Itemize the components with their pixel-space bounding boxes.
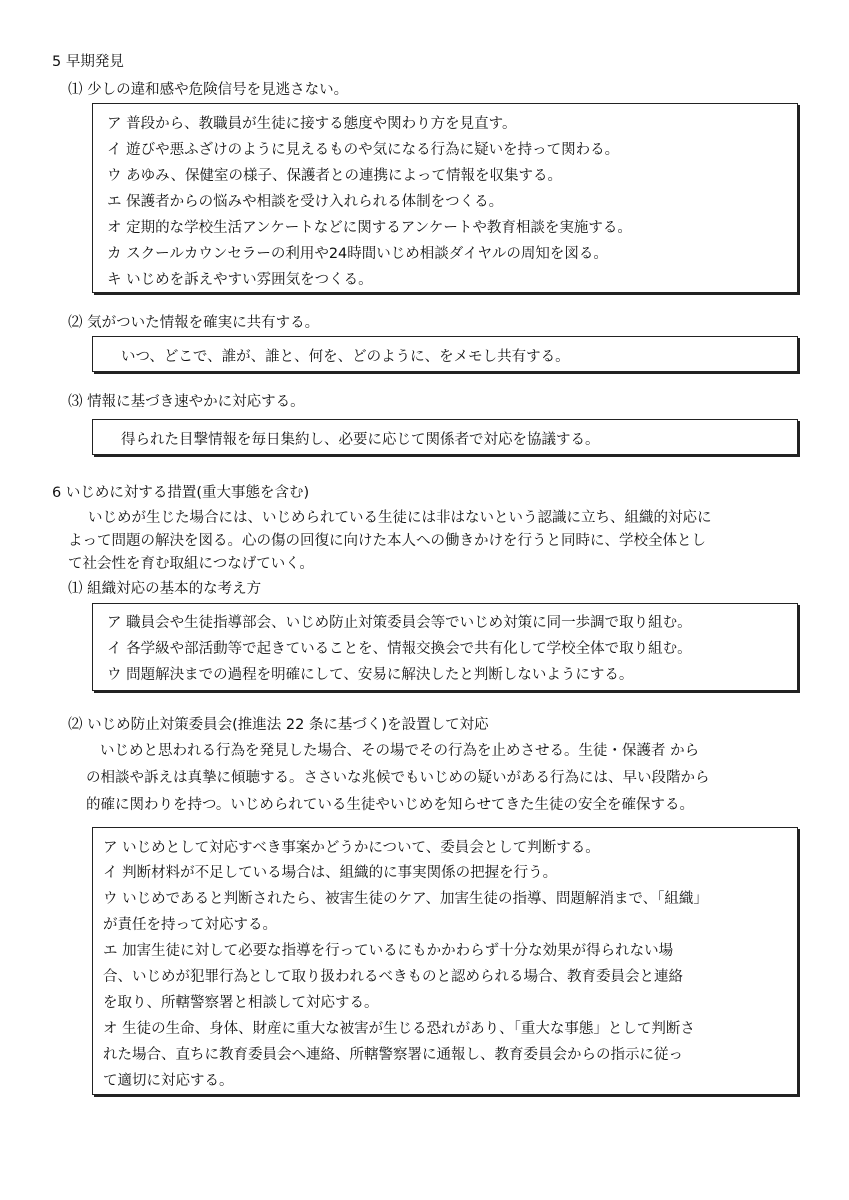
committee-box <box>92 827 798 1095</box>
list-item: キ いじめを訴えやすい雰囲気をつくる。 <box>107 272 373 288</box>
section-5-sub3: ⑶ 情報に基づき速やかに対応する。 <box>68 394 305 410</box>
list-item: イ 各学級や部活動等で起きていることを、情報交換会で共有化して学校全体で取り組む。 <box>107 641 692 657</box>
list-item: イ 遊びや悪ふざけのように見えるものや気になる行為に疑いを持って関わる。 <box>107 142 620 158</box>
list-item: オ 定期的な学校生活アンケートなどに関するアンケートや教育相談を実施する。 <box>107 220 632 236</box>
section-6-para-line: 的確に関わりを持つ。いじめられている生徒やいじめを知らせてきた生徒の安全を確保する。 <box>86 797 694 813</box>
list-item: ア 普段から、教職員が生徒に接する態度や関わり方を見直す。 <box>107 116 517 132</box>
share-info-box <box>92 336 798 372</box>
section-6-para-line: いじめと思われる行為を発見した場合、その場でその行為を止めさせる。生徒・保護者 から <box>100 743 700 759</box>
box-text: 得られた目撃情報を毎日集約し、必要に応じて関係者で対応を協議する。 <box>121 432 600 448</box>
section-6-intro-line: よって問題の解決を図る。心の傷の回復に向けた本人への働きかけを行うと同時に、学校全体とし <box>68 533 706 549</box>
early-detection-box <box>92 103 798 293</box>
list-item: ア いじめとして対応すべき事案かどうかについて、委員会として判断する。 <box>103 840 600 856</box>
section-6-sub2: ⑵ いじめ防止対策委員会(推進法 22 条に基づく)を設置して対応 <box>68 717 489 733</box>
section-6-sub1: ⑴ 組織対応の基本的な考え方 <box>68 581 262 597</box>
list-item: エ 保護者からの悩みや相談を受け入れられる体制をつくる。 <box>107 194 504 210</box>
box-text: いつ、どこで、誰が、誰と、何を、どのように、をメモし共有する。 <box>121 349 570 365</box>
section-6-intro-line: て社会性を育む取組につなげていく。 <box>68 556 314 572</box>
list-item: エ 加害生徒に対して必要な指導を行っているにもかかわらず十分な効果が得られない場 <box>103 943 674 959</box>
list-item: て適切に対応する。 <box>103 1073 234 1089</box>
list-item: イ 判断材料が不足している場合は、組織的に事実関係の把握を行う。 <box>103 865 558 881</box>
list-item: れた場合、直ちに教育委員会へ連絡、所轄警察署に通報し、教育委員会からの指示に従っ <box>103 1047 683 1063</box>
organization-box <box>92 603 798 691</box>
section-6-intro-line: いじめが生じた場合には、いじめられている生徒には非はないという認識に立ち、組織的対応に <box>88 510 712 526</box>
list-item: ウ 問題解決までの過程を明確にして、安易に解決したと判断しないようにする。 <box>107 667 634 683</box>
list-item: ウ いじめであると判断されたら、被害生徒のケア、加害生徒の指導、問題解消まで、「組織」 <box>103 891 708 907</box>
list-item: ア 職員会や生徒指導部会、いじめ防止対策委員会等でいじめ対策に同一歩調で取り組む。 <box>107 615 692 631</box>
list-item: が責任を持って対応する。 <box>103 917 277 933</box>
section-6-heading: 6 いじめに対する措置(重大事態を含む) <box>52 485 310 501</box>
section-5-sub1: ⑴ 少しの違和感や危険信号を見逃さない。 <box>68 82 349 98</box>
list-item: ウ あゆみ、保健室の様子、保護者との連携によって情報を収集する。 <box>107 168 562 184</box>
list-item: オ 生徒の生命、身体、財産に重大な被害が生じる恐れがあり、「重大な事態」として判断さ <box>103 1021 695 1037</box>
list-item: を取り、所轄警察署と相談して対応する。 <box>103 995 379 1011</box>
list-item: 合、いじめが犯罪行為として取り扱われるべきものと認められる場合、教育委員会と連絡 <box>103 969 683 985</box>
respond-box <box>92 419 798 455</box>
section-6-para-line: の相談や訴えは真摯に傾聴する。ささいな兆候でもいじめの疑いがある行為には、早い段階から <box>86 770 710 786</box>
section-5-sub2: ⑵ 気がついた情報を確実に共有する。 <box>68 315 320 331</box>
section-5-heading: 5 早期発見 <box>52 54 124 70</box>
list-item: カ スクールカウンセラーの利用や24時間いじめ相談ダイヤルの周知を図る。 <box>107 246 608 262</box>
